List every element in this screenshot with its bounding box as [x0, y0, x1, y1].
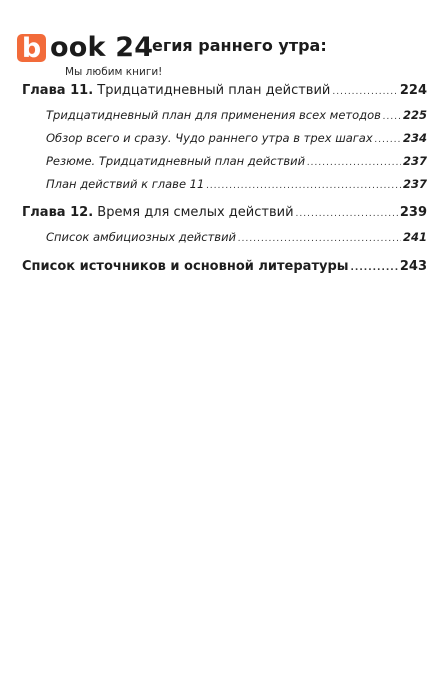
- section-page: 241: [402, 230, 427, 244]
- dot-leader: [296, 206, 398, 222]
- references-page: 243: [399, 259, 427, 274]
- book24-logo-icon: [17, 34, 46, 62]
- dot-leader: [332, 84, 397, 100]
- chapter-11-prefix: Глава 11.: [22, 83, 94, 98]
- dot-leader: [383, 109, 401, 125]
- section-page: 237: [402, 177, 427, 191]
- section-title: Обзор всего и сразу. Чудо раннего утра в трех шагах: [46, 131, 373, 145]
- chapter-11-page: 224: [399, 83, 427, 98]
- chapter-11-title: Тридцатидневный план действий: [97, 83, 331, 98]
- chapter-12-page: 239: [399, 205, 427, 220]
- logo-text: ook 24: [50, 32, 154, 63]
- chapter-12-prefix: Глава 12.: [22, 205, 94, 220]
- toc-section: [46, 176, 427, 194]
- section-page: 234: [402, 131, 427, 145]
- references-title: Список источников и основной литературы: [22, 259, 349, 274]
- toc-chapter-12: [22, 205, 427, 222]
- dot-leader: [238, 231, 401, 247]
- section-title: Список амбициозных действий: [46, 230, 237, 244]
- dot-leader: [307, 155, 401, 171]
- toc-references: [22, 259, 427, 276]
- section-page: 225: [402, 108, 427, 122]
- dot-leader: [375, 132, 401, 148]
- toc-section: [46, 107, 427, 125]
- toc-chapter-11: [22, 83, 427, 100]
- dot-leader: [351, 260, 398, 276]
- section-page: 237: [402, 154, 427, 168]
- section-title: План действий к главе 11: [46, 177, 205, 191]
- toc-section: [46, 229, 427, 247]
- toc-section: [46, 153, 427, 171]
- section-title: Резюме. Тридцатидневный план действий: [46, 154, 306, 168]
- section-title: Тридцатидневный план для применения всех методов: [46, 108, 381, 122]
- dot-leader: [206, 178, 401, 194]
- chapter-12-title: Время для смелых действий: [97, 205, 294, 220]
- logo-tagline: Мы любим книги!: [65, 66, 163, 78]
- page-header-title: егия раннего утра:: [152, 36, 327, 55]
- toc-section: [46, 130, 427, 148]
- logo-letter: b: [21, 32, 42, 64]
